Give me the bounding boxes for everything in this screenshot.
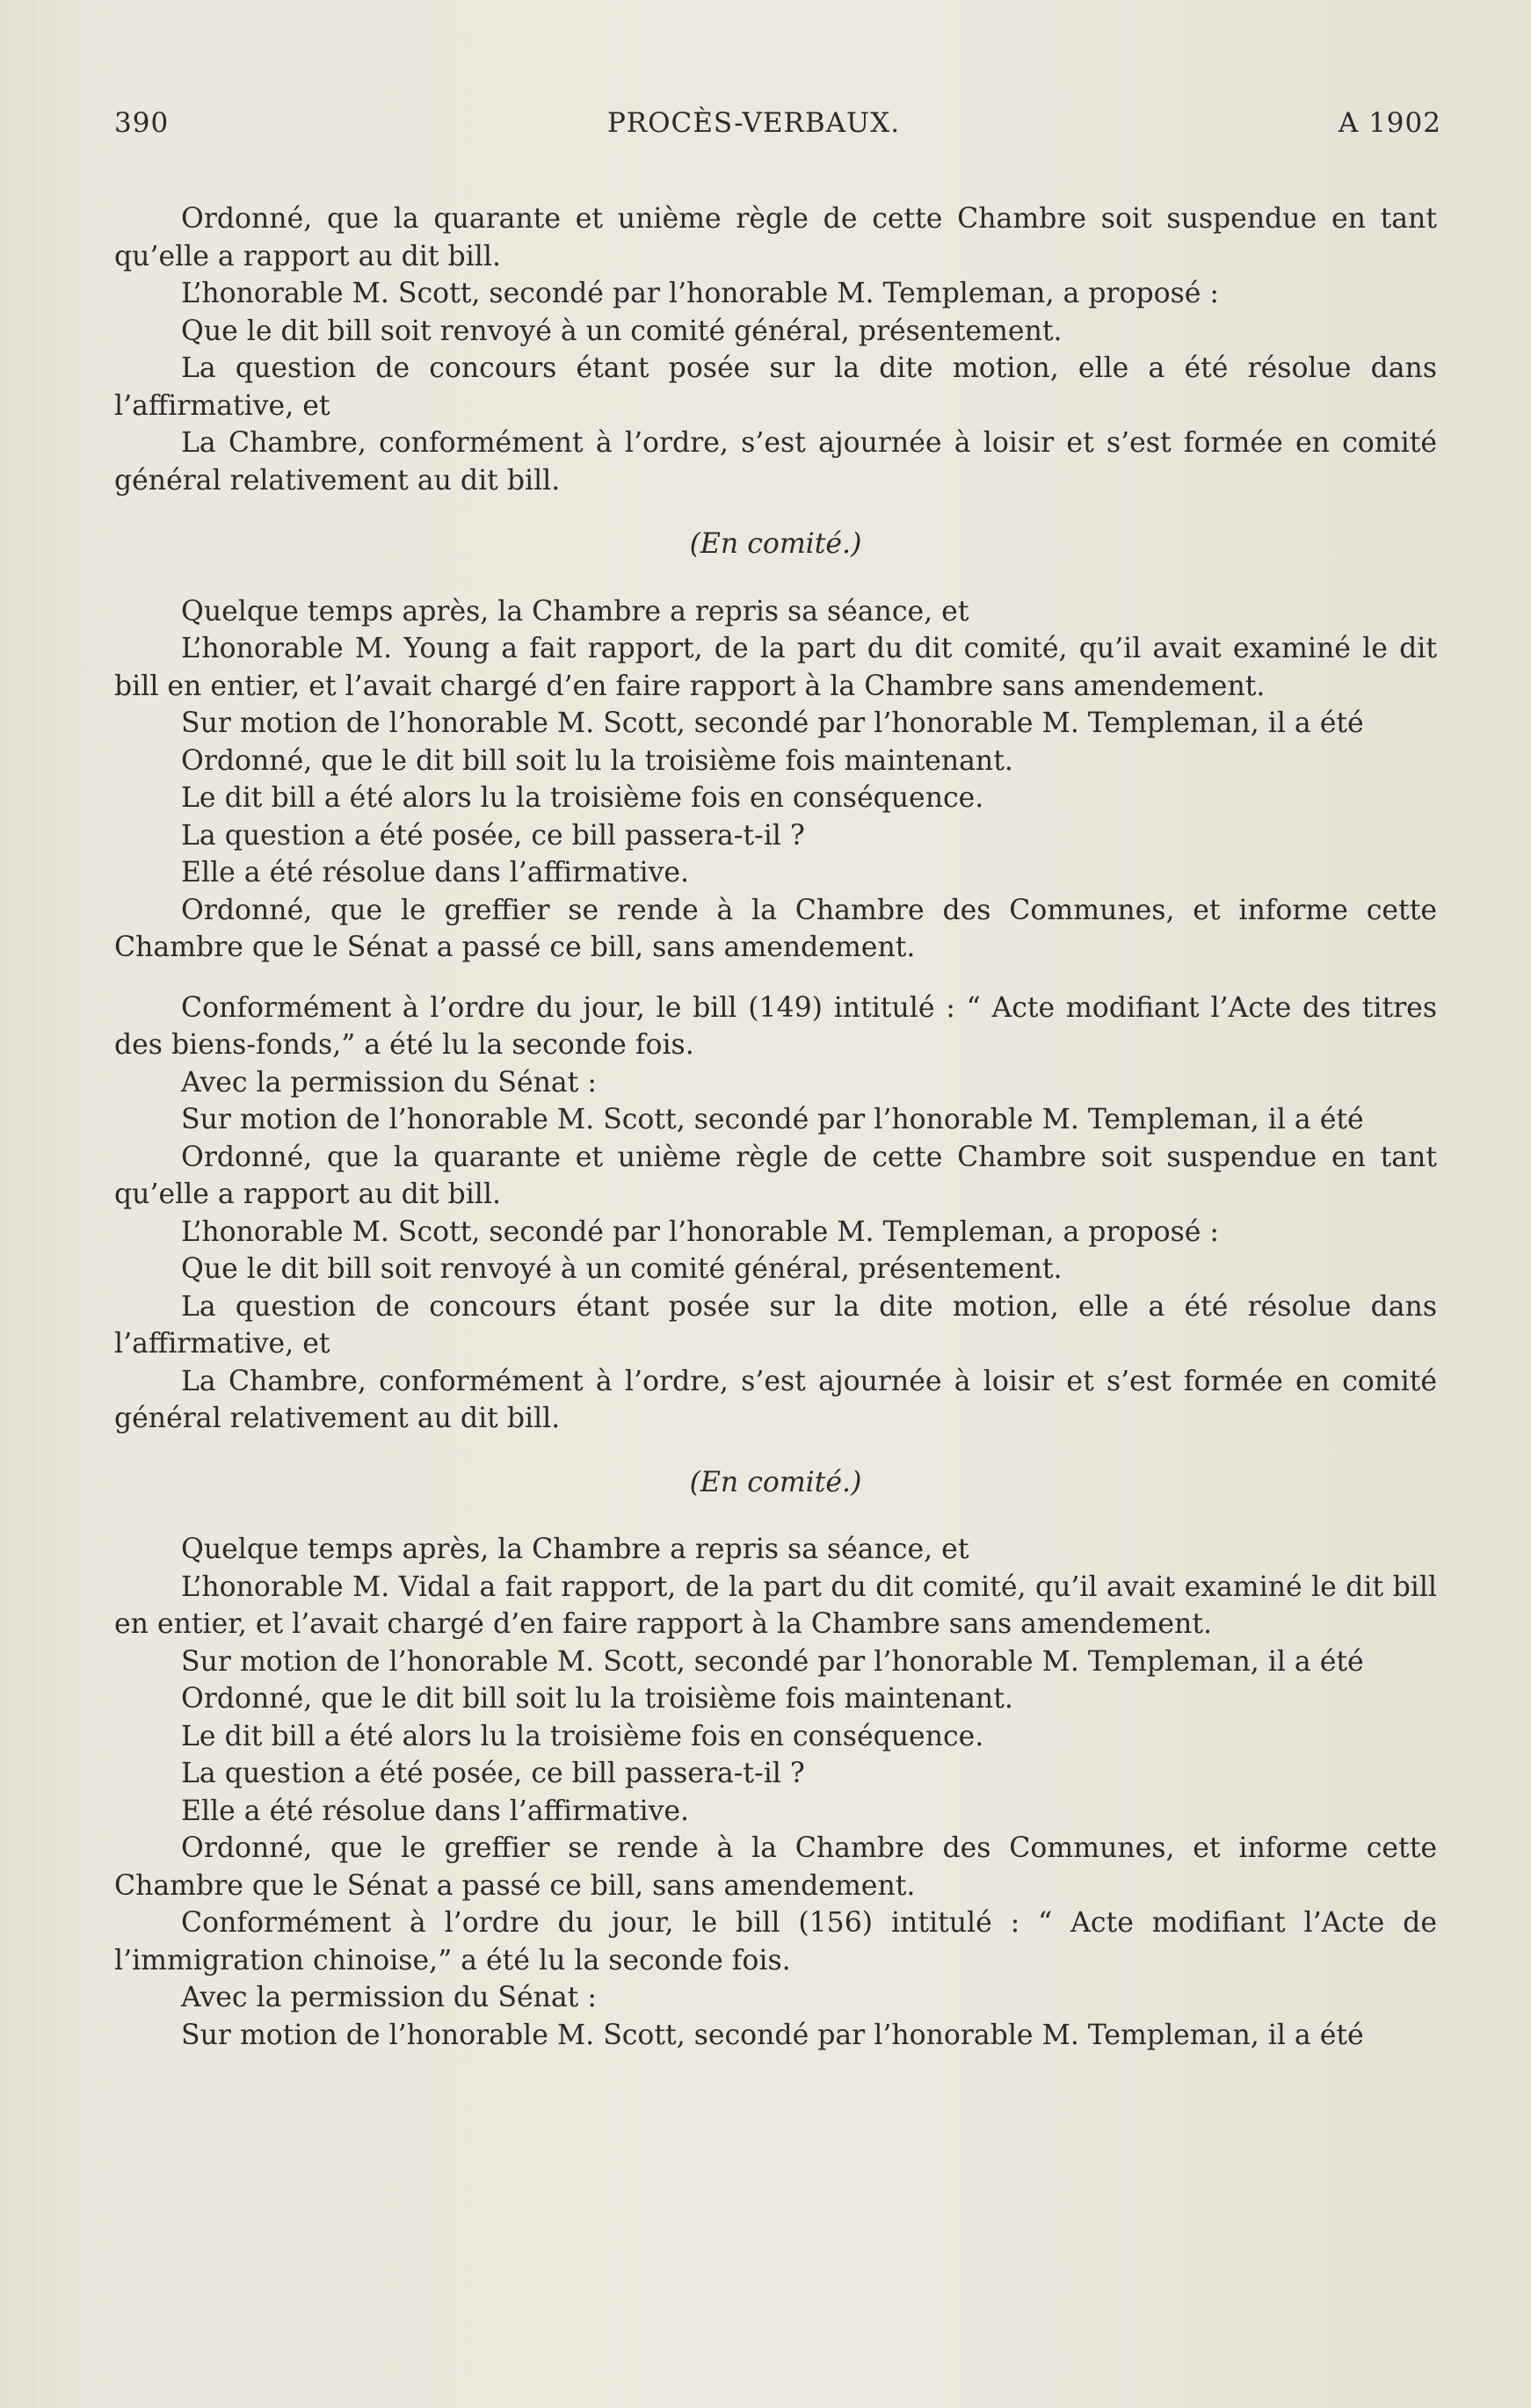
paragraph: L’honorable M. Young a fait rapport, de la part du dit comité, qu’il avait examiné le dit bill en entier, et l’avait chargé d’en faire rapport à la Chambre sans amendement. [114,633,1437,702]
paragraph: Que le dit bill soit renvoyé à un comité général, présentement. [181,1253,1063,1285]
paragraph: La question de concours étant posée sur la dite motion, elle a été résolue dans l’affirmative, et [114,1290,1437,1360]
paragraph: Le dit bill a été alors lu la troisième fois en conséquence. [181,782,984,814]
paragraph: La question a été posée, ce bill passera-t-il ? [181,819,805,852]
paragraph: Que le dit bill soit renvoyé à un comité général, présentement. [181,315,1063,347]
paragraph: L’honorable M. Vidal a fait rapport, de la part du dit comité, qu’il avait examiné le dit bill en entier, et l’avait chargé d’en faire rapport à la Chambre sans amendement. [114,1570,1437,1640]
session-year: A 1902 [1338,107,1441,139]
paragraph: Ordonné, que le dit bill soit lu la troisième fois maintenant. [181,744,1013,777]
paragraph: Quelque temps après, la Chambre a repris sa séance, et [181,595,969,627]
paragraph: La Chambre, conformément à l’ordre, s’est ajournée à loisir et s’est formée en comité général relativement au dit bill. [114,427,1437,497]
section-heading: (En comité.) [689,528,862,560]
paragraph: Ordonné, que la quarante et unième règle de cette Chambre soit suspendue en tant qu’elle a rapport au dit bill. [114,1141,1437,1210]
running-title: PROCÈS-VERBAUX. [606,107,901,139]
paragraph: Conformément à l’ordre du jour, le bill (156) intitulé : “ Acte modifiant l’Acte de l’immigration chinoise,” a été lu la seconde fois. [114,1907,1437,1976]
paragraph: La Chambre, conformément à l’ordre, s’est ajournée à loisir et s’est formée en comité général relativement au dit bill. [114,1365,1437,1434]
paragraph: Sur motion de l’honorable M. Scott, secondé par l’honorable M. Templeman, il a été [181,2019,1364,2051]
paragraph: Ordonné, que la quarante et unième règle de cette Chambre soit suspendue en tant qu’elle a rapport au dit bill. [114,203,1437,272]
paragraph: Sur motion de l’honorable M. Scott, secondé par l’honorable M. Templeman, il a été [181,1645,1364,1678]
paragraph: Conformément à l’ordre du jour, le bill (149) intitulé : “ Acte modifiant l’Acte des titres des biens-fonds,” a été lu la seconde fois. [114,991,1437,1061]
paragraph: Sur motion de l’honorable M. Scott, secondé par l’honorable M. Templeman, il a été [181,707,1364,739]
paragraph: Ordonné, que le greffier se rende à la Chambre des Communes, et informe cette Chambre que le Sénat a passé ce bill, sans amendement. [114,1832,1437,1902]
page-header [114,107,1441,139]
paragraph: La question de concours étant posée sur la dite motion, elle a été résolue dans l’affirmative, et [114,352,1437,422]
paragraph: Avec la permission du Sénat : [181,1982,597,2013]
paragraph: L’honorable M. Scott, secondé par l’honorable M. Templeman, a proposé : [181,1215,1220,1248]
page-number: 390 [114,107,170,139]
paragraph: La question a été posée, ce bill passera-t-il ? [181,1758,805,1789]
paragraph: Ordonné, que le greffier se rende à la Chambre des Communes, et informe cette Chambre que le Sénat a passé ce bill, sans amendement. [114,894,1437,963]
paragraph: Elle a été résolue dans l’affirmative. [181,1795,690,1827]
paragraph: Le dit bill a été alors lu la troisième fois en conséquence. [181,1720,984,1752]
paragraph: L’honorable M. Scott, secondé par l’honorable M. Templeman, a proposé : [181,278,1220,309]
body-text [114,200,1437,2054]
paragraph: Avec la permission du Sénat : [181,1066,597,1099]
paragraph: Quelque temps après, la Chambre a repris sa séance, et [181,1534,969,1565]
section-heading: (En comité.) [689,1466,862,1498]
paragraph: Ordonné, que le dit bill soit lu la troisième fois maintenant. [181,1683,1013,1715]
paragraph: Elle a été résolue dans l’affirmative. [181,857,690,888]
paragraph: Sur motion de l’honorable M. Scott, secondé par l’honorable M. Templeman, il a été [181,1104,1364,1135]
